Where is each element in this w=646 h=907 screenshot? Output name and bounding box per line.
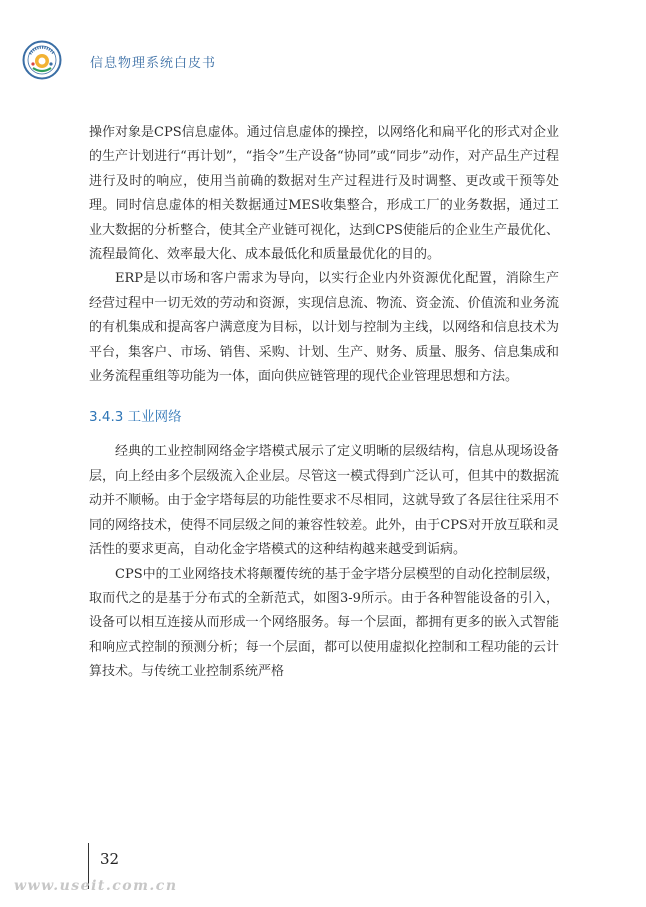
page-header: [22, 40, 622, 84]
paragraph: 操作对象是CPS信息虚体。通过信息虚体的操控，以网络化和扁平化的形式对企业的生产计划进行“再计划”，“指令”生产设备“协同”或“同步”动作，对产品生产过程进行及时的响应，使用当前确的数据对生产过程进行及时调整、更改或干预等处理。同时信息虚体的相关数据通过MES收集整合，形成工厂的业务数据，通过工业大数据的分析整合，使其全产业链可视化，达到CPS使能后的企业生产最优化、流程最简化、效率最大化、成本最低化和质量最优化的目的。: [89, 125, 559, 263]
section-heading: 3.4.3 工业网络: [89, 409, 182, 426]
paragraph: 经典的工业控制网络金字塔模式展示了定义明晰的层级结构，信息从现场设备层，向上经由多个层级流入企业层。尽管这一模式得到广泛认可，但其中的数据流动并不顺畅。由于金字塔每层的功能性要求不尽相同，这就导致了各层往往采用不同的网络技术，使得不同层级之间的兼容性较差。此外，由于CPS对开放互联和灵活性的要求更高，自动化金字塔模式的这种结构越来越受到诟病。: [89, 444, 559, 558]
main-text: [89, 121, 559, 685]
page-number: 32: [100, 850, 120, 868]
header-title: 信息物理系统白皮书: [90, 56, 217, 71]
institute-seal-logo-icon: [22, 40, 62, 80]
watermark: www.useit.com.cn: [14, 878, 178, 894]
paragraph: ERP是以市场和客户需求为导向，以实行企业内外资源优化配置，消除生产经营过程中一切无效的劳动和资源，实现信息流、物流、资金流、价值流和业务流的有机集成和提高客户满意度为目标，以计划与控制为主线，以网络和信息技术为平台，集客户、市场、销售、采购、计划、生产、财务、质量、服务、信息集成和业务流程重组等功能为一体，面向供应链管理的现代企业管理思想和方法。: [89, 271, 559, 385]
paragraph: CPS中的工业网络技术将颠覆传统的基于金字塔分层模型的自动化控制层级，取而代之的是基于分布式的全新范式，如图3-9所示。由于各种智能设备的引入，设备可以相互连接从而形成一个网络服务。每一个层面，都拥有更多的嵌入式智能和响应式控制的预测分析；每一个层面，都可以使用虚拟化控制和工程功能的云计算技术。与传统工业控制系统严格: [89, 566, 559, 680]
